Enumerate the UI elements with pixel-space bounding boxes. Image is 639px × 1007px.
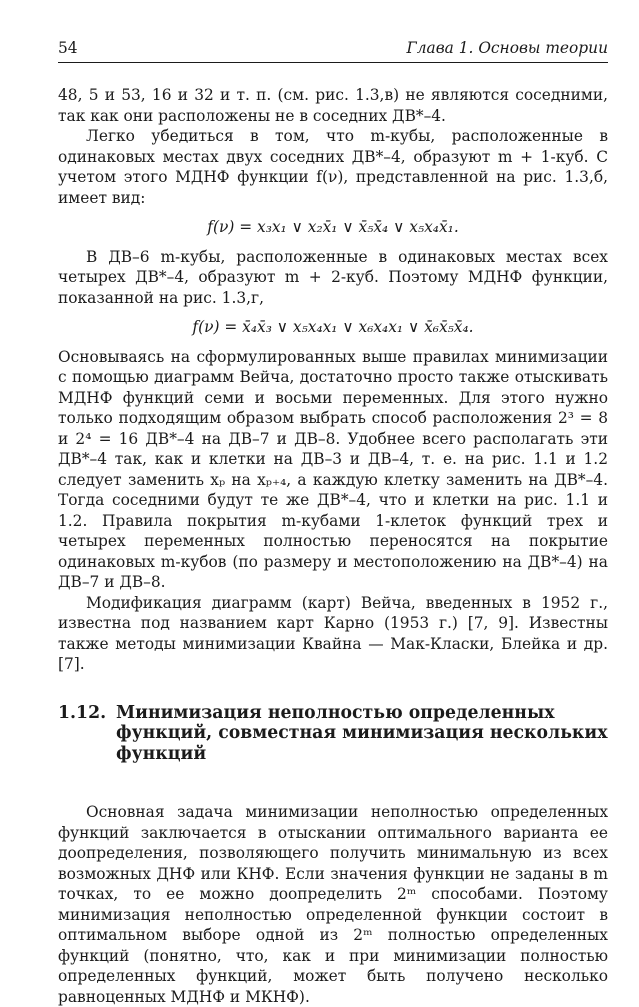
book-page [58, 38, 608, 1007]
section-heading [58, 703, 608, 765]
running-header [58, 38, 608, 63]
paragraph-5: Модификация диаграмм (карт) Вейча, введенных в 1952 г., известна под названием карт Карно (1953 г.) [7, 9]. Известны также методы минимизации Квайна — Мак-Класки, Блейка и др. [7]. [58, 593, 608, 673]
paragraph-4: Основываясь на сформулированных выше правилах минимизации с помощью диаграмм Вейча, достаточно просто также отыскивать МДНФ функций семи и восьми переменных. Для этого нужно только подходящим образом выбрать способ расположения 2³ = 8 и 2⁴ = 16 ДВ*–4 на ДВ–7 и ДВ–8. Удобнее всего располагать эти ДВ*–4 так, как и клетки на ДВ–3 и ДВ–4, т. е. на рис. 1.1 и 1.2 следует заменить xₚ на xₚ₊₄, а каждую клетку заменить на ДВ*–4. Тогда соседними будут те же ДВ*–4, что и клетки на рис. 1.1 и 1.2. Правила покрытия m-кубами 1-клеток функций трех и четырех переменных полностью переносятся на покрытие одинаковых m-кубов (по размеру и местоположению на ДВ*–4) на ДВ–7 и ДВ–8. [58, 347, 608, 591]
paragraph-1: 48, 5 и 53, 16 и 32 и т. п. (см. рис. 1.3,в) не являются соседними, так как они расположены не в соседних ДВ*–4. [58, 86, 608, 125]
section-number: 1.12. [58, 702, 107, 723]
formula-2: f(ν) = x̄₄x̄₃ ∨ x₅x₄x₁ ∨ x₆x₄x₁ ∨ x̄₆x̄₅x̄₄. [192, 318, 474, 336]
paragraph-3: В ДВ–6 m-кубы, расположенные в одинаковых местах всех четырех ДВ*–4, образуют m + 2-куб. Поэтому МДНФ функции, показанной на рис. 1.3,г, [58, 247, 608, 307]
paragraph-2: Легко убедиться в том, что m-кубы, расположенные в одинаковых местах двух соседних ДВ*–4, образуют m + 1-куб. С учетом этого МДНФ функции f(ν), представленной на рис. 1.3,б, имеет вид: [58, 127, 608, 207]
page-number: 54 [58, 39, 78, 57]
paragraph-6: Основная задача минимизации неполностью определенных функций заключается в отыскании оптимального варианта ее доопределения, позволяющего получить минимальную из всех возможных ДНФ или КНФ. Если значения функции не заданы в m точках, то ее можно доопределить 2ᵐ способами. Поэтому минимизация неполностью определенной функции состоит в оптимальном выборе одной из 2ᵐ полностью определенных функций (понятно, что, как и при минимизации полностью определенных функций, может быть получено несколько равноценных МДНФ и МКНФ). [58, 803, 608, 1006]
section-title: Минимизация неполностью определенных функций, совместная минимизация нескольких функций [116, 702, 608, 764]
chapter-title: Глава 1. Основы теории [406, 39, 608, 57]
formula-1: f(ν) = x₃x₁ ∨ x₂x̄₁ ∨ x̄₅x̄₄ ∨ x₅x₄x̄₁. [207, 218, 459, 236]
